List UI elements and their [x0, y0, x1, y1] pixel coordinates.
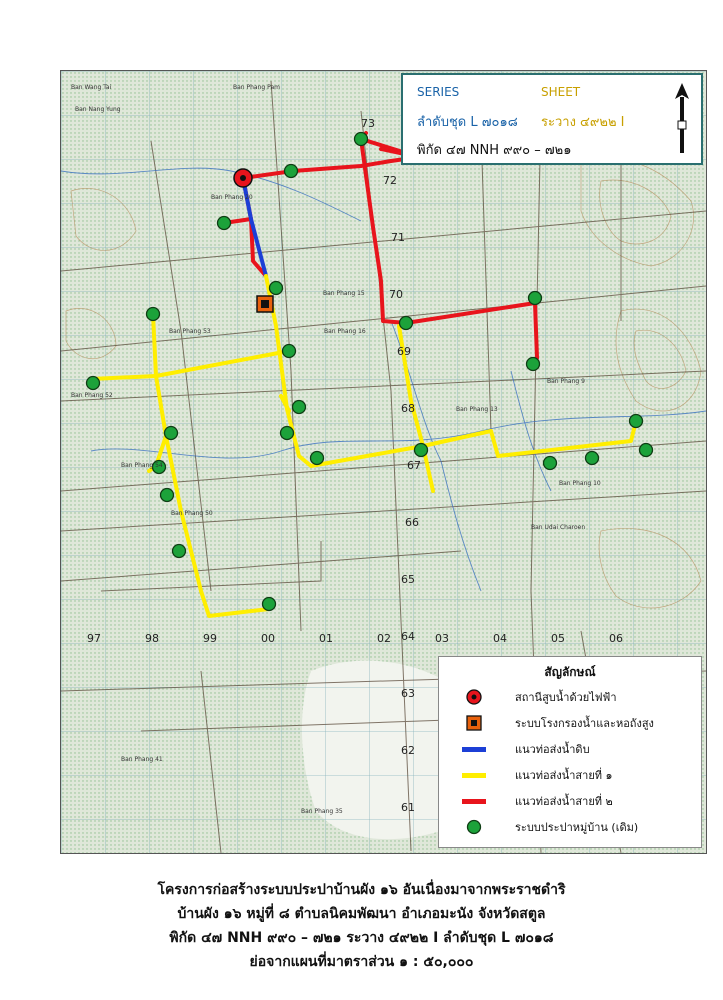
village-system-marker: [270, 282, 283, 295]
northing-label: 68: [401, 402, 415, 415]
place-name-label: Ban Phang 52: [71, 392, 113, 399]
village-system-marker: [161, 489, 174, 502]
village-system-marker: [586, 452, 599, 465]
legend-label-line-2: แนวท่อส่งน้ำสายที่ ๒: [515, 795, 613, 808]
village-system-marker: [147, 308, 160, 321]
village-system-marker: [527, 358, 540, 371]
easting-label: 00: [261, 632, 275, 645]
easting-label: 06: [609, 632, 623, 645]
village-system-marker: [640, 444, 653, 457]
sheet-label: SHEET: [541, 85, 581, 99]
place-name-label: Ban Phang 16: [324, 328, 366, 335]
legend-item-village: [451, 815, 701, 839]
place-name-label: Ban Phang 50: [171, 510, 213, 517]
village-system-marker: [281, 427, 294, 440]
legend-item-raw-water: [451, 737, 701, 761]
place-name-label: Ban Phang 41: [121, 756, 163, 763]
pump-station-icon: [461, 689, 487, 705]
place-name-label: Ban Phang 35: [301, 808, 343, 815]
caption-line-1: โครงการก่อสร้างระบบประปาบ้านผัง ๑๖ อันเนื่องมาจากพระราชดำริ: [157, 882, 566, 898]
raw-water-line-icon: [461, 741, 487, 757]
northing-label: 70: [389, 288, 403, 301]
northing-label: 71: [391, 231, 405, 244]
easting-label: 97: [87, 632, 101, 645]
caption-line-2: บ้านผัง ๑๖ หมู่ที่ ๘ ตำบลนิคมพัฒนา อำเภอมะนัง จังหวัดสตูล: [177, 906, 546, 922]
place-name-label: Ban Phang 13: [456, 406, 498, 413]
legend-label-line-1: แนวท่อส่งน้ำสายที่ ๑: [515, 769, 613, 782]
caption-line-4: ย่อจากแผนที่มาตราส่วน ๑ : ๕๐,๐๐๐: [249, 954, 474, 970]
red-line-icon: [461, 793, 487, 809]
easting-label: 03: [435, 632, 449, 645]
northing-label: 67: [407, 459, 421, 472]
northing-label: 65: [401, 573, 415, 586]
pump-station-marker: [234, 169, 252, 187]
village-system-icon: [461, 819, 487, 835]
northing-label: 63: [401, 687, 415, 700]
north-arrow-icon: [671, 81, 693, 161]
easting-label: 98: [145, 632, 159, 645]
place-name-label: Ban Phang 10: [559, 480, 601, 487]
legend-label-pump: สถานีสูบน้ำด้วยไฟฟ้า: [515, 691, 617, 704]
village-system-marker: [293, 401, 306, 414]
place-name-label: Ban Phang 15: [323, 290, 365, 297]
northing-label: 66: [405, 516, 419, 529]
village-system-marker: [285, 165, 298, 178]
northing-label: 73: [361, 117, 375, 130]
village-system-marker: [400, 317, 413, 330]
village-system-marker: [173, 545, 186, 558]
village-system-marker: [415, 444, 428, 457]
village-system-marker: [263, 598, 276, 611]
easting-label: 05: [551, 632, 565, 645]
coordinate-text: พิกัด ๔๗ NNH ๙๙๐ – ๗๒๑: [417, 143, 572, 158]
legend-label-tank: ระบบโรงกรองน้ำและหอถังสูง: [515, 717, 654, 730]
legend-item-line-1: [451, 763, 701, 787]
legend-title: สัญลักษณ์: [544, 665, 596, 679]
legend-label-village: ระบบประปาหมู่บ้าน (เดิม): [515, 821, 639, 834]
treatment-tank-marker: [257, 296, 273, 312]
place-name-label: Ban Phang 53: [169, 328, 211, 335]
place-name-label: Ban Phang Pam: [233, 84, 280, 91]
village-system-marker: [355, 133, 368, 146]
village-system-marker: [630, 415, 643, 428]
northing-label: 69: [397, 345, 411, 358]
village-system-marker: [165, 427, 178, 440]
northing-label: 72: [383, 174, 397, 187]
legend-label-raw-water: แนวท่อส่งน้ำดิบ: [515, 743, 590, 756]
place-name-label: Ban Phang 20: [211, 194, 253, 201]
topographic-map: [60, 70, 707, 854]
village-system-marker: [283, 345, 296, 358]
place-name-label: Ban Phang 54: [121, 462, 163, 469]
map-caption: [0, 878, 723, 974]
legend-item-tank: [451, 711, 701, 735]
sheet-value: ระวาง ๔๙๒๒ I: [541, 115, 625, 130]
place-name-label: Ban Udai Charoen: [531, 524, 586, 531]
map-legend: [438, 656, 702, 848]
sheet-info-box: [401, 73, 703, 165]
village-system-marker: [529, 292, 542, 305]
easting-label: 02: [377, 632, 391, 645]
place-name-label: Ban Phang 9: [547, 378, 585, 385]
easting-label: 01: [319, 632, 333, 645]
northing-label: 61: [401, 801, 415, 814]
series-label: SERIES: [417, 85, 460, 99]
easting-label: 99: [203, 632, 217, 645]
northing-label: 62: [401, 744, 415, 757]
easting-label: 04: [493, 632, 507, 645]
series-value: ลำดับชุด L ๗๐๑๘: [417, 115, 518, 130]
place-name-label: Ban Wang Tai: [71, 84, 112, 91]
place-name-label: Ban Nang Yung: [75, 106, 121, 113]
yellow-line-icon: [461, 767, 487, 783]
village-system-marker: [544, 457, 557, 470]
legend-item-pump: [451, 685, 701, 709]
northing-label: 64: [401, 630, 415, 643]
legend-item-line-2: [451, 789, 701, 813]
village-system-marker: [87, 377, 100, 390]
village-system-marker: [218, 217, 231, 230]
caption-line-3: พิกัด ๔๗ NNH ๙๙๐ – ๗๒๑ ระวาง ๔๙๒๒ I ลำดับชุด L ๗๐๑๘: [169, 930, 554, 946]
treatment-tank-icon: [461, 715, 487, 731]
village-system-marker: [311, 452, 324, 465]
